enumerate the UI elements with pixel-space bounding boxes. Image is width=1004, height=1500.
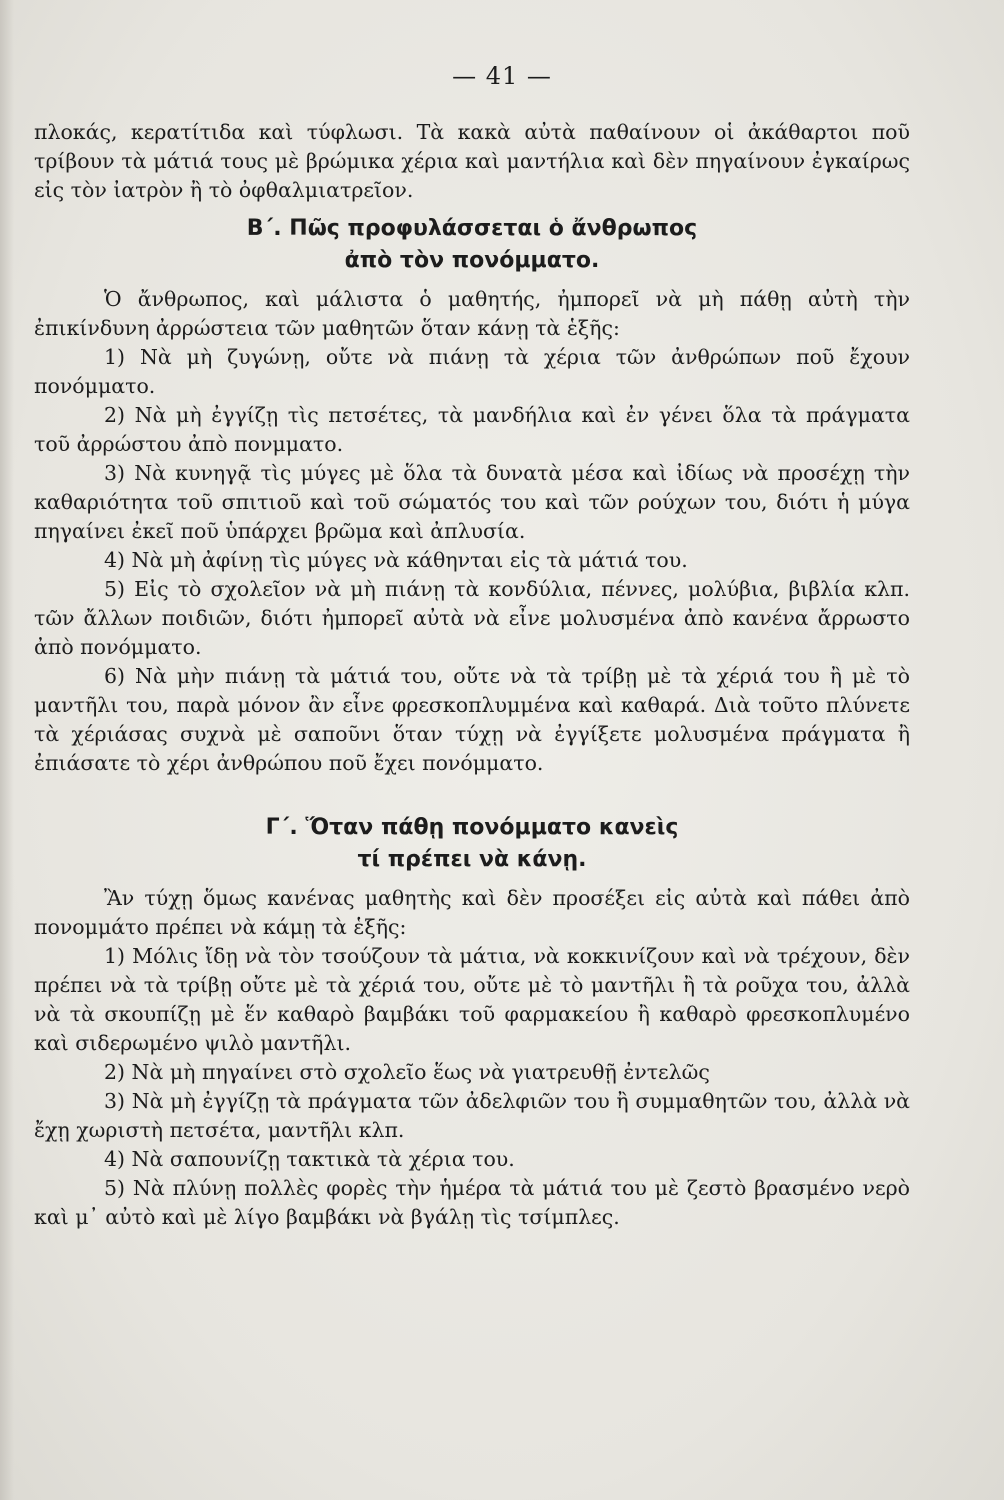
section-g-item-3: 3) Νὰ μὴ ἐγγίζῃ τὰ πράγματα τῶν ἀδελφιῶν του ἢ συμμαθητῶν του, ἀλλὰ νὰ ἔχῃ χωριστὴ πετσέτα, μαντῆλι κλπ.: [34, 1089, 910, 1142]
page-body: [34, 118, 910, 1232]
section-g-title-line-1: Γ΄. Ὅταν πάθῃ πονόμματο κανεὶς: [265, 815, 679, 840]
section-g-intro: Ἂν τύχῃ ὅμως κανένας μαθητὴς καὶ δὲν προσέξει εἰς αὐτὰ καὶ πάθει ἀπὸ πονομμάτο πρέπει νὰ κάμῃ τὰ ἑξῆς:: [34, 886, 910, 939]
section-b-item-3: 3) Νὰ κυνηγᾷ τὶς μύγες μὲ ὅλα τὰ δυνατὰ μέσα καὶ ἰδίως νὰ προσέχῃ τὴν καθαριότητα τοῦ σπιτιοῦ καὶ τοῦ σώματός του καὶ τῶν ρούχων του, διότι ἡ μύγα πηγαίνει ἐκεῖ ποῦ ὑπάρχει βρῶμα καὶ ἀπλυσία.: [34, 461, 910, 543]
section-g-item-5: 5) Νὰ πλύνῃ πολλὲς φορὲς τὴν ἡμέρα τὰ μάτιά του μὲ ζεστὸ βρασμένο νερὸ καὶ μ᾽ αὐτὸ καὶ μὲ λίγο βαμβάκι νὰ βγάλῃ τὶς τσίμπλες.: [34, 1176, 910, 1229]
section-b-intro: Ὁ ἄνθρωπος, καὶ μάλιστα ὁ μαθητής, ἠμπορεῖ νὰ μὴ πάθῃ αὐτὴ τὴν ἐπικίνδυνη ἀρρώστεια τῶν μαθητῶν ὅταν κάνῃ τὰ ἑξῆς:: [34, 287, 910, 340]
section-gap: [34, 778, 910, 804]
section-g-heading: [34, 812, 910, 876]
section-b-item-1: 1) Νὰ μὴ ζυγώνῃ, οὔτε νὰ πιάνῃ τὰ χέρια τῶν ἀνθρώπων ποῦ ἔχουν πονόμματο.: [34, 345, 910, 398]
section-b-title-line-1: Β΄. Πῶς προφυλάσσεται ὁ ἄνθρωπος: [246, 216, 698, 241]
section-b-heading: [34, 213, 910, 277]
section-g-item-4: 4) Νὰ σαπουνίζῃ τακτικὰ τὰ χέρια του.: [104, 1147, 515, 1171]
page-number: — 41 —: [452, 62, 552, 90]
section-b-item-4: 4) Νὰ μὴ ἀφίνῃ τὶς μύγες νὰ κάθηνται εἰς τὰ μάτιά του.: [104, 548, 688, 572]
section-g-item-2: 2) Νὰ μὴ πηγαίνει στὸ σχολεῖο ἕως νὰ γιατρευθῇ ἐντελῶς: [104, 1060, 710, 1084]
section-b-item-6: 6) Νὰ μὴν πιάνῃ τὰ μάτιά του, οὔτε νὰ τὰ τρίβῃ μὲ τὰ χέριά του ἢ μὲ τὸ μαντῆλι του, παρὰ μόνον ἂν εἶνε φρεσκοπλυμμένα καὶ καθαρά. Διὰ τοῦτο πλύνετε τὰ χέριάσας συχνὰ μὲ σαποῦνι ὅταν τύχῃ νὰ ἐγγίξετε μολυσμένα πράγματα ἢ ἐπιάσατε τὸ χέρι ἀνθρώπου ποῦ ἔχει πονόμματο.: [34, 664, 910, 775]
section-g-title-line-2: τί πρέπει νὰ κάνῃ.: [357, 847, 587, 872]
paragraph-continuation: πλοκάς, κερατίτιδα καὶ τύφλωσι. Τὰ κακὰ αὐτὰ παθαίνουν οἱ ἀκάθαρτοι ποῦ τρίβουν τὰ μάτιά τους μὲ βρώμικα χέρια καὶ μαντήλια καὶ δὲν πηγαίνουν ἐγκαίρως εἰς τὸν ἰατρὸν ἢ τὸ ὀφθαλμιατρεῖον.: [34, 120, 910, 202]
section-g-item-1: 1) Μόλις ἴδῃ νὰ τὸν τσούζουν τὰ μάτια, νὰ κοκκινίζουν καὶ νὰ τρέχουν, δὲν πρέπει νὰ τὰ τρίβῃ οὔτε μὲ τὰ χέριά του, οὔτε μὲ τὸ μαντῆλι ἢ τὰ ροῦχα του, ἀλλὰ νὰ τὰ σκουπίζῃ μὲ ἕν καθαρὸ βαμβάκι τοῦ φαρμακείου ἢ καθαρὸ φρεσκοπλυμένο καὶ σιδερωμένο ψιλὸ μαντῆλι.: [34, 944, 910, 1055]
section-b-title-line-2: ἀπὸ τὸν πονόμματο.: [344, 248, 600, 273]
section-b-item-2: 2) Νὰ μὴ ἐγγίζῃ τὶς πετσέτες, τὰ μανδήλια καὶ ἐν γένει ὅλα τὰ πράγματα τοῦ ἀρρώστου ἀπὸ πονμματο.: [34, 403, 910, 456]
binding-shadow: [0, 0, 14, 1500]
section-b-item-5: 5) Εἰς τὸ σχολεῖον νὰ μὴ πιάνῃ τὰ κονδύλια, πέννες, μολύβια, βιβλία κλπ. τῶν ἄλλων ποιδιῶν, διότι ἠμπορεῖ αὐτὰ νὰ εἶνε μολυσμένα ἀπὸ κανένα ἄρρωστο ἀπὸ πονόμματο.: [34, 577, 910, 659]
